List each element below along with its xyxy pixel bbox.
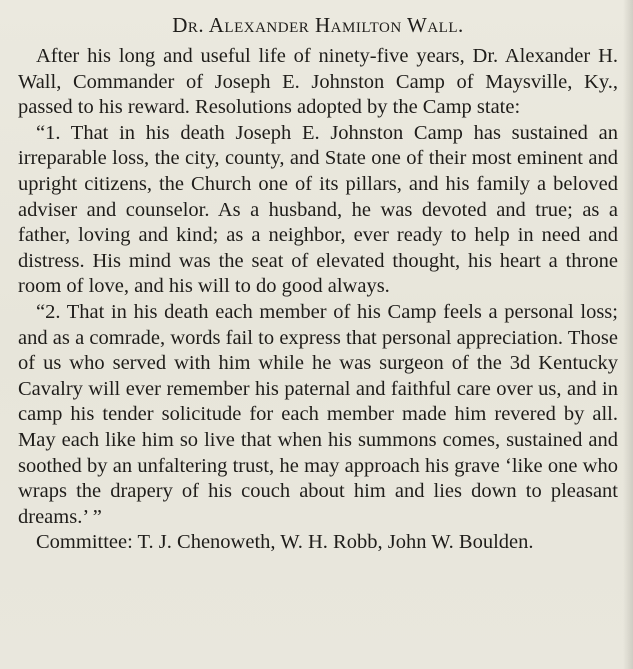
- page-edge-shadow: [623, 0, 633, 669]
- article-title: Dr. Alexander Hamilton Wall.: [172, 13, 464, 37]
- resolution-two-paragraph: “2. That in his death each member of his Camp feels a personal loss; and as a comrade, words fail to express that personal appreciation. Those of us who served with him while he was surgeon of the 3d Kentucky Cavalry will ever remember his paternal and faithful care over us, and in camp his tender solicitude for each member made him revered by all. May each like him so live that when his summons comes, sustained and soothed by an unfaltering trust, he may approach his grave ‘like one who wraps the drapery of his couch about him and lies down to pleasant dreams.’ ”: [18, 300, 618, 528]
- committee-paragraph: Committee: T. J. Chenoweth, W. H. Robb, John W. Boulden.: [36, 531, 534, 554]
- obituary-article: [18, 10, 618, 556]
- resolution-one-paragraph: “1. That in his death Joseph E. Johnston Camp has sustained an irreparable loss, the city, county, and State one of their most eminent and upright citizens, the Church one of its pillars, and his family a beloved adviser and counselor. As a husband, he was devoted and true; as a father, loving and kind; as a neighbor, ever ready to help in need and distress. His mind was the seat of elevated thought, his heart a throne room of love, and his will to do good always.: [18, 121, 618, 298]
- intro-paragraph: After his long and useful life of ninety-five years, Dr. Alexander H. Wall, Commander of Joseph E. Johnston Camp of Maysville, Ky., passed to his reward. Resolutions adopted by the Camp state:: [18, 45, 618, 119]
